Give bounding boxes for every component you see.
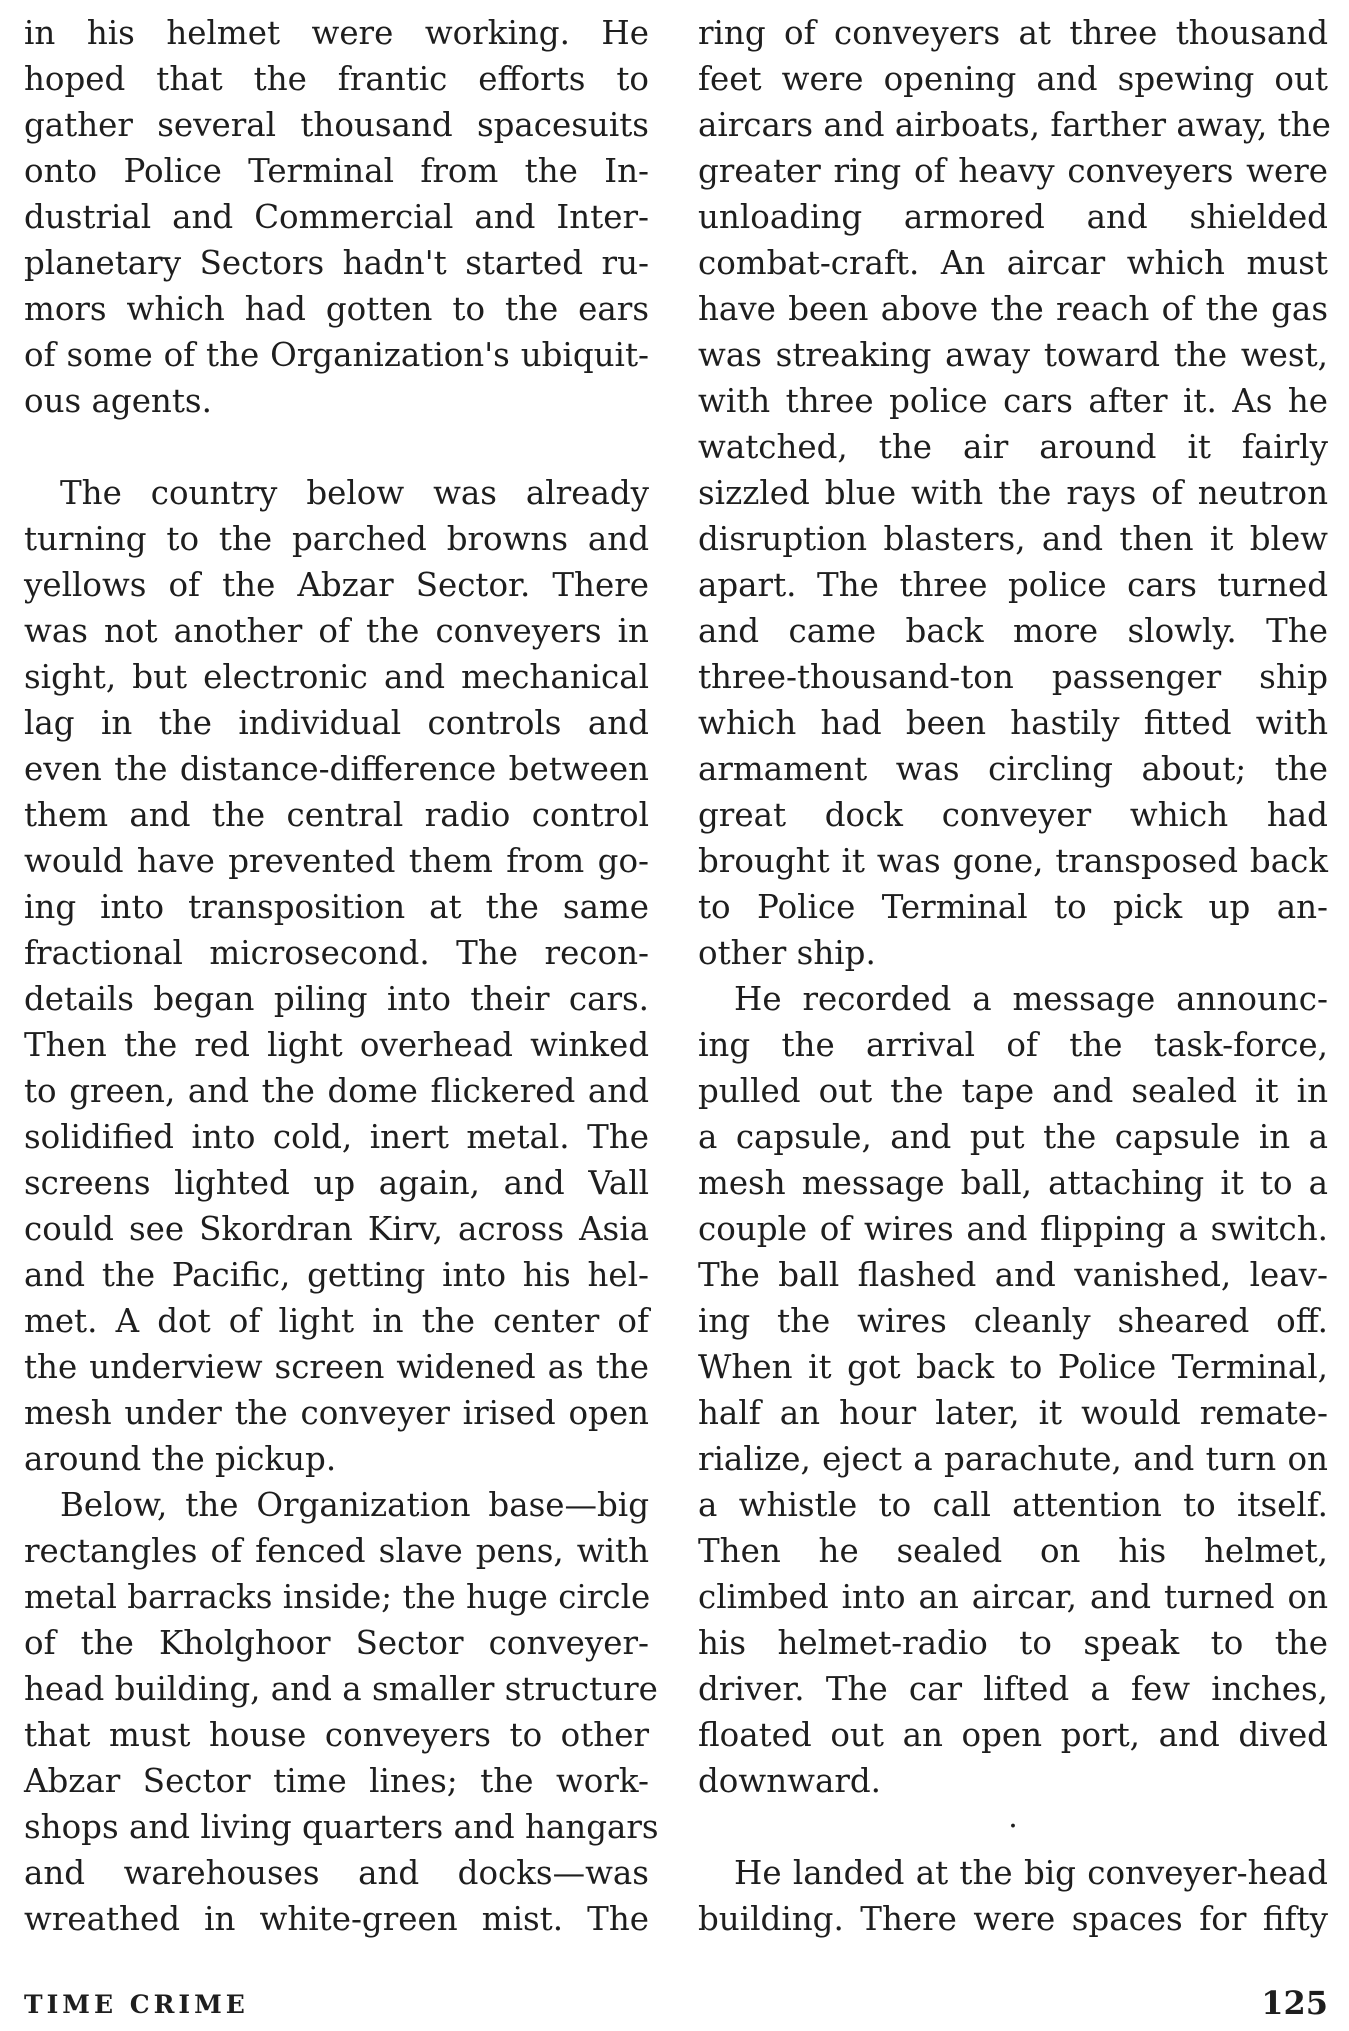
text-line: armament was circling about; the	[698, 750, 1328, 788]
text-line: to Police Terminal to pick up an-	[698, 888, 1328, 926]
right-paragraph-3	[698, 1850, 1328, 1942]
text-line: rectangles of fenced slave pens, with	[24, 1532, 649, 1570]
text-line: apart. The three police cars turned	[698, 566, 1328, 604]
text-line: yellows of the Abzar Sector. There	[24, 566, 649, 604]
text-line: When it got back to Police Terminal,	[698, 1348, 1328, 1386]
running-title: TIME CRIME	[24, 1990, 249, 2019]
text-line: Then the red light overhead winked	[24, 1026, 649, 1064]
right-paragraph-2	[698, 976, 1328, 1804]
text-line: onto Police Terminal from the In-	[24, 152, 649, 190]
text-line: driver. The car lifted a few inches,	[698, 1670, 1328, 1708]
text-line: mors which had gotten to the ears	[24, 290, 649, 328]
text-line: dustrial and Commercial and Inter-	[24, 198, 649, 236]
text-line: his helmet-radio to speak to the	[698, 1624, 1328, 1662]
left-column	[24, 10, 659, 1942]
text-line: in his helmet were working. He	[24, 14, 649, 52]
left-paragraph-1	[24, 10, 649, 424]
text-line: to green, and the dome flickered and	[24, 1072, 649, 1110]
text-line: have been above the reach of the gas	[698, 290, 1328, 328]
text-line: was not another of the conveyers in	[24, 612, 649, 650]
text-line: shops and living quarters and hangars	[24, 1808, 659, 1846]
text-line: couple of wires and flipping a switch.	[698, 1210, 1328, 1248]
text-line: half an hour later, it would remate-	[698, 1394, 1328, 1432]
text-line: of the Kholghoor Sector conveyer-	[24, 1624, 649, 1662]
text-line: metal barracks inside; the huge circle	[24, 1578, 651, 1616]
text-line: Below, the Organization base—big	[60, 1486, 649, 1524]
text-line: was streaking away toward the west,	[698, 336, 1328, 374]
left-paragraph-2	[24, 470, 649, 1482]
text-line: Then he sealed on his helmet,	[698, 1532, 1328, 1570]
text-line: combat-craft. An aircar which must	[698, 244, 1328, 282]
right-paragraph-1	[698, 10, 1331, 976]
section-break	[24, 424, 649, 470]
text-line: would have prevented them from go-	[24, 842, 649, 880]
text-line: sizzled blue with the rays of neutron	[698, 474, 1328, 512]
text-line: three-thousand-ton passenger ship	[698, 658, 1328, 696]
text-line: The country below was already	[60, 474, 649, 512]
text-line: sight, but electronic and mechanical	[24, 658, 649, 696]
text-line: head building, and a smaller structure	[24, 1670, 658, 1708]
text-line: other ship.	[698, 934, 876, 972]
text-line: planetary Sectors hadn't started ru-	[24, 244, 649, 282]
text-line: and the Pacific, getting into his hel-	[24, 1256, 649, 1294]
section-ornament: ·	[1008, 1809, 1018, 1844]
text-line: mesh message ball, attaching it to a	[698, 1164, 1328, 1202]
text-line: could see Skordran Kirv, across Asia	[24, 1210, 649, 1248]
text-line: solidified into cold, inert metal. The	[24, 1118, 649, 1156]
text-line: the underview screen widened as the	[24, 1348, 649, 1386]
text-line: watched, the air around it fairly	[698, 428, 1328, 466]
text-line: rialize, eject a parachute, and turn on	[698, 1440, 1328, 1478]
text-line: screens lighted up again, and Vall	[24, 1164, 649, 1202]
text-line: even the distance-difference between	[24, 750, 649, 788]
text-line: floated out an open port, and dived	[698, 1716, 1328, 1754]
text-line: ing the arrival of the task-force,	[698, 1026, 1328, 1064]
text-line: gather several thousand spacesuits	[24, 106, 649, 144]
text-line: climbed into an aircar, and turned on	[698, 1578, 1328, 1616]
text-line: hoped that the frantic efforts to	[24, 60, 649, 98]
text-line: that must house conveyers to other	[24, 1716, 649, 1754]
text-line: met. A dot of light in the center of	[24, 1302, 649, 1340]
text-line: around the pickup.	[24, 1440, 337, 1478]
page-number: 125	[1261, 1984, 1328, 2022]
text-line: aircars and airboats, farther away, the	[698, 106, 1331, 144]
text-line: ring of conveyers at three thousand	[698, 14, 1328, 52]
text-line: mesh under the conveyer irised open	[24, 1394, 649, 1432]
text-line: ing the wires cleanly sheared off.	[698, 1302, 1328, 1340]
text-line: which had been hastily fitted with	[698, 704, 1328, 742]
text-line: downward.	[698, 1762, 881, 1800]
text-line: ing into transposition at the same	[24, 888, 649, 926]
text-line: feet were opening and spewing out	[698, 60, 1328, 98]
text-line: turning to the parched browns and	[24, 520, 649, 558]
text-line: fractional microsecond. The recon-	[24, 934, 649, 972]
text-line: brought it was gone, transposed back	[698, 842, 1328, 880]
text-line: and warehouses and docks—was	[24, 1854, 649, 1892]
text-line: greater ring of heavy conveyers were	[698, 152, 1328, 190]
right-column	[698, 10, 1331, 1942]
text-line: lag in the individual controls and	[24, 704, 649, 742]
page-footer	[24, 1984, 1328, 2030]
left-paragraph-3	[24, 1482, 659, 1942]
text-line: pulled out the tape and sealed it in	[698, 1072, 1328, 1110]
text-line: building. There were spaces for fifty	[698, 1900, 1328, 1938]
text-line: unloading armored and shielded	[698, 198, 1328, 236]
text-line: Abzar Sector time lines; the work-	[24, 1762, 649, 1800]
text-line: of some of the Organization's ubiquit-	[24, 336, 649, 374]
text-line: ous agents.	[24, 382, 212, 420]
text-line: a capsule, and put the capsule in a	[698, 1118, 1328, 1156]
text-line: them and the central radio control	[24, 796, 649, 834]
text-line: great dock conveyer which had	[698, 796, 1328, 834]
text-line: wreathed in white-green mist. The	[24, 1900, 649, 1938]
text-line: He landed at the big conveyer-head	[734, 1854, 1328, 1892]
text-line: and came back more slowly. The	[698, 612, 1328, 650]
text-line: with three police cars after it. As he	[698, 382, 1328, 420]
text-line: disruption blasters, and then it blew	[698, 520, 1328, 558]
text-line: He recorded a message announc-	[734, 980, 1328, 1018]
text-line: The ball flashed and vanished, leav-	[698, 1256, 1328, 1294]
text-line: details began piling into their cars.	[24, 980, 649, 1018]
text-line: a whistle to call attention to itself.	[698, 1486, 1328, 1524]
